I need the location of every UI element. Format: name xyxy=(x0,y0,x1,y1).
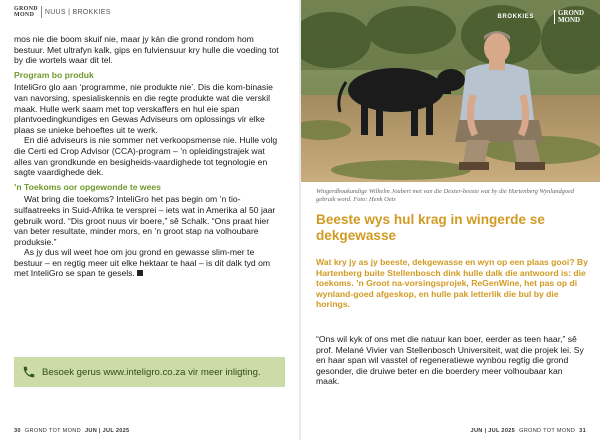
magazine-name: GROND TOT MOND xyxy=(519,428,576,434)
paragraph: “Ons wil kyk of ons met die natuur kan boer, eerder as teen haar,” sê prof. Melané Vivier van Stellenbosch Universiteit, wat die projek lei. Sy en haar span wil vasstel of regeneratiewe wynbou regtig die grond gesonder, die druiwe beter en die boerdery meer volhoubaar kan maak. xyxy=(316,334,584,387)
page-number: 31 xyxy=(579,428,586,434)
info-box xyxy=(14,357,285,387)
right-page-footer xyxy=(471,428,586,434)
grond-tot-mond-logo: GROND MOND xyxy=(14,6,42,18)
subheading: ’n Toekoms oor opgewonde te wees xyxy=(14,181,161,192)
paragraph: En dié adviseurs is nie sommer net verkoopsmense nie. Hulle volg die Certi ed Crop Advisor (CCA)-program – ’n opleidingstrajek wat alles van grondkunde en besigheids-vaardighede tot tegnologie en sagte vaardighede dek. xyxy=(14,135,278,178)
section-label: BROKKIES xyxy=(497,14,534,20)
issue-date: JUN | JUL 2025 xyxy=(470,428,516,434)
article-photo xyxy=(301,0,600,182)
section-label: NUUS | BROKKIES xyxy=(44,8,111,16)
subheading: Program bo produk xyxy=(14,69,94,80)
paragraph: As jy dus wil weet hoe om jou grond en gewasse slim-mer te bestuur – en regtig meer uit elke hektaar te haal – is dit dalk tyd om met InteliGro se span te gesels. xyxy=(14,247,271,279)
magazine-name: GROND TOT MOND xyxy=(24,428,81,434)
info-link-text[interactable]: Besoek gerus www.inteligro.co.za vir meer inligting. xyxy=(42,366,261,378)
article-intro: Wat kry jy as jy beeste, dekgewasse en wyn op een plaas gooi? By Hartenberg buite Stellenbosch dink hulle dalk die antwoord is: die toekoms. ’n Groot na-vorsingsprojek, ReGenWine, het pas op di wynland-goed afgeskop, en hulle pak letterlik die bul by die horings. xyxy=(316,257,588,310)
article-end-icon xyxy=(137,270,143,276)
page-number: 30 xyxy=(14,428,21,434)
right-article-body xyxy=(316,334,588,387)
paragraph: Wat bring die toekoms? InteliGro het pas begin om ’n tio-sulfaatreeks in Suid-Afrika te versprei – iets wat in Amerika al 50 jaar gebruik word. “Dis groot nuus vir boere,” sê Schalk. “Ons praat hier van beter resultate, minder mors, en ’n groot stap na volhoubare produksie.” xyxy=(14,194,276,247)
right-page xyxy=(301,0,600,440)
issue-date: JUN | JUL 2025 xyxy=(84,428,130,434)
article-headline: Beeste wys hul krag in wingerde se dekgewasse xyxy=(316,212,545,243)
phone-icon xyxy=(22,365,36,379)
left-page-header xyxy=(14,6,111,18)
grond-tot-mond-logo: GROND MOND xyxy=(554,10,584,24)
paragraph: mos nie die boom skuif nie, maar jy kán die grond rondom hom bestuur. Met ultrafyn kalk, gips en fulviensuur kry hulle die voeding tot by die wortels waar dit tel. xyxy=(14,34,279,66)
paragraph: InteliGro glo aan ‘programme, nie produkte nie’. Dis die kom-binasie van navorsing, spesialiskennis en die regte produkte wat die verskil maak. Hulle werk saam met top verskaffers en hul eie span plantvoedingkundiges en Gewas Adviseurs om oplossings vir elke plaas se unieke behoeftes uit te werk. xyxy=(14,82,273,135)
photo-caption: Wingerdboukundige Wilhelm Joubert met van die Dexter-beeste wat by die Hartenberg Wynlandgoed gebruik word. Foto: Henk Oets xyxy=(316,188,575,204)
left-article-body xyxy=(14,34,284,279)
left-page-footer xyxy=(14,428,129,434)
left-page xyxy=(0,0,299,440)
